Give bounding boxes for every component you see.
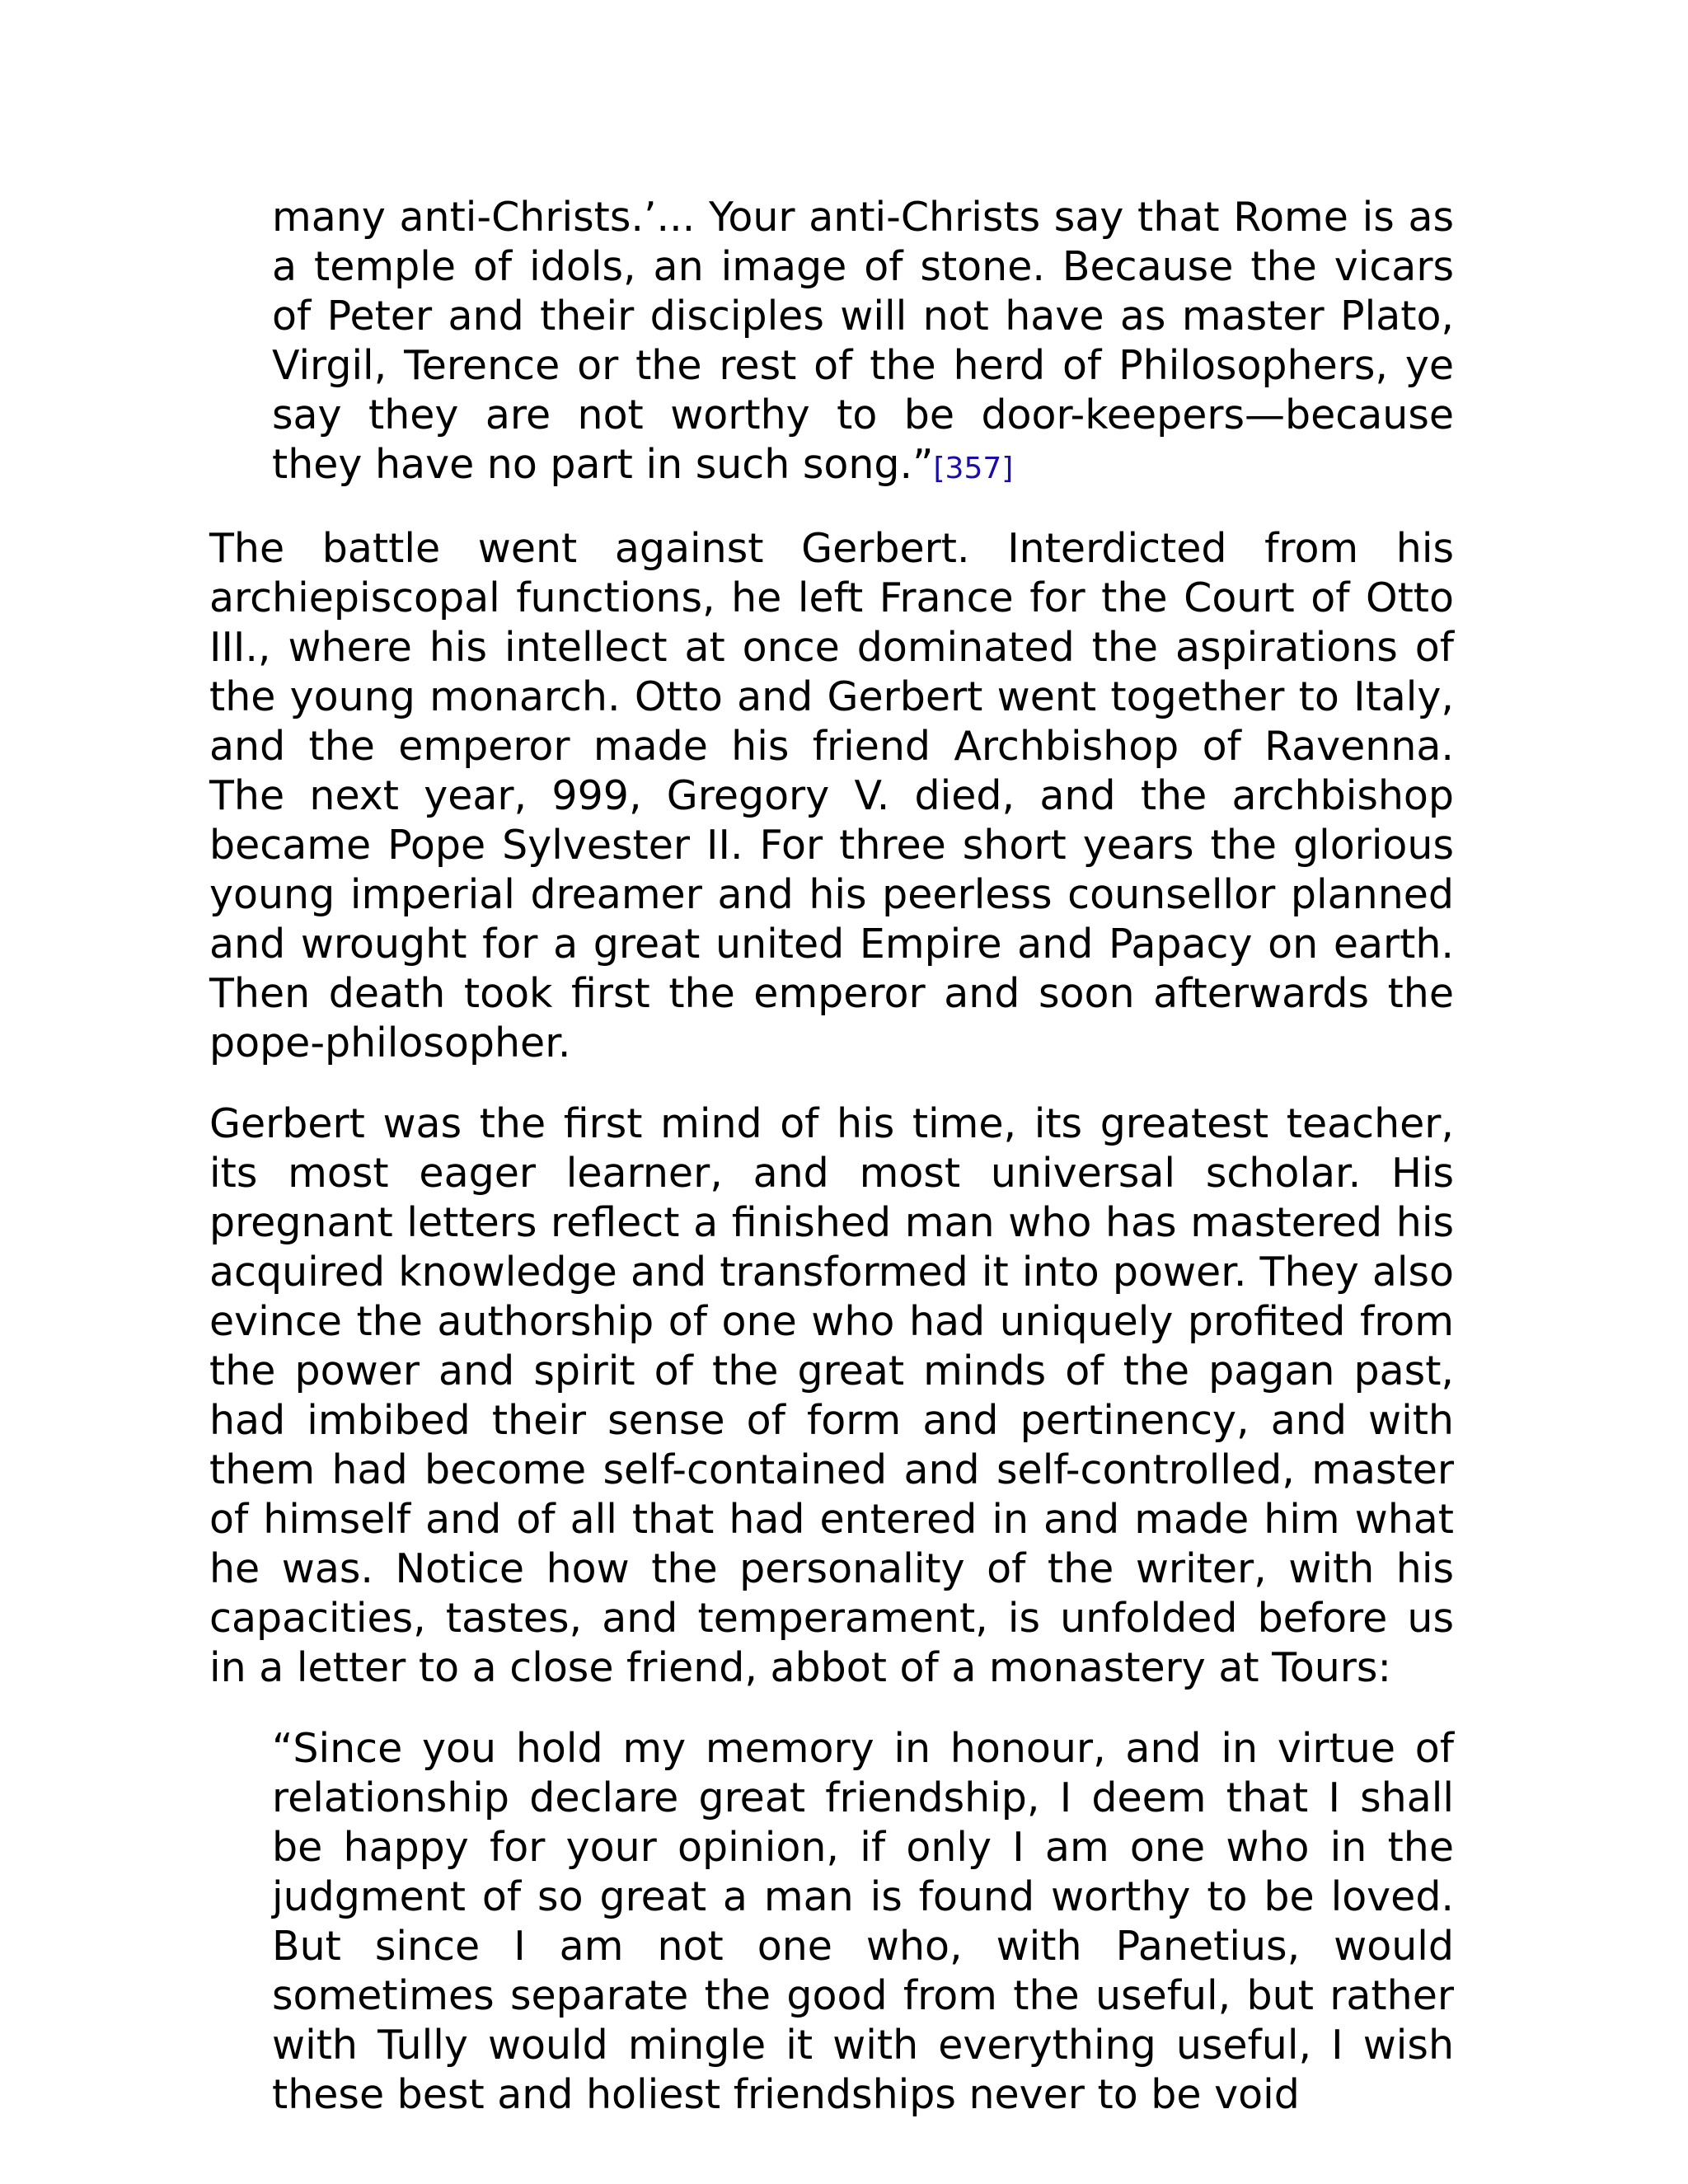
page-content <box>209 193 1454 2120</box>
paragraph-2: Gerbert was the first mind of his time, its greatest teacher, its most eager learner, and most universal scholar. His pregnant letters reflect a finished man who has mastered his acquired knowledge and transformed it into power. They also evince the authorship of one who had uniquely profited from the power and spirit of the great minds of the pagan past, had imbibed their sense of form and pertinency, and with them had become self-contained and self-controlled, master of himself and of all that had entered in and made him what he was. Notice how the personality of the writer, with his capacities, tastes, and temperament, is unfolded before us in a letter to a close friend, abbot of a monastery at Tours: <box>209 1100 1454 1691</box>
block-quote-1 <box>272 193 1454 494</box>
quote-1-text: many anti-Christs.’... Your anti-Christs say that Rome is as a temple of idols, an image of stone. Because the vicars of Peter and their disciples will not have as master Plato, Virgil, Terence or the rest of the herd of Philosophers, ye say they are not worthy to be door-keepers—because they have no part in such song.” <box>272 194 1454 488</box>
footnote-link-357[interactable]: [357] <box>933 452 1014 485</box>
paragraph-1: The battle went against Gerbert. Interdicted from his archiepiscopal functions, he left France for the Court of Otto III., where his intellect at once dominated the aspirations of the young monarch. Otto and Gerbert went together to Italy, and the emperor made his friend Archbishop of Ravenna. The next year, 999, Gregory V. died, and the archbishop became Pope Sylvester II. For three short years the glorious young imperial dreamer and his peerless counsellor planned and wrought for a great united Empire and Papacy on earth. Then death took first the emperor and soon afterwards the pope-philosopher. <box>209 525 1454 1066</box>
block-quote-2: “Since you hold my memory in honour, and in virtue of relationship declare great friendship, I deem that I shall be happy for your opinion, if only I am one who in the judgment of so great a man is found worthy to be loved. But since I am not one who, with Panetius, would sometimes separate the good from the useful, but rather with Tully would mingle it with everything useful, I wish these best and holiest friendships never to be void <box>272 1725 1454 2118</box>
